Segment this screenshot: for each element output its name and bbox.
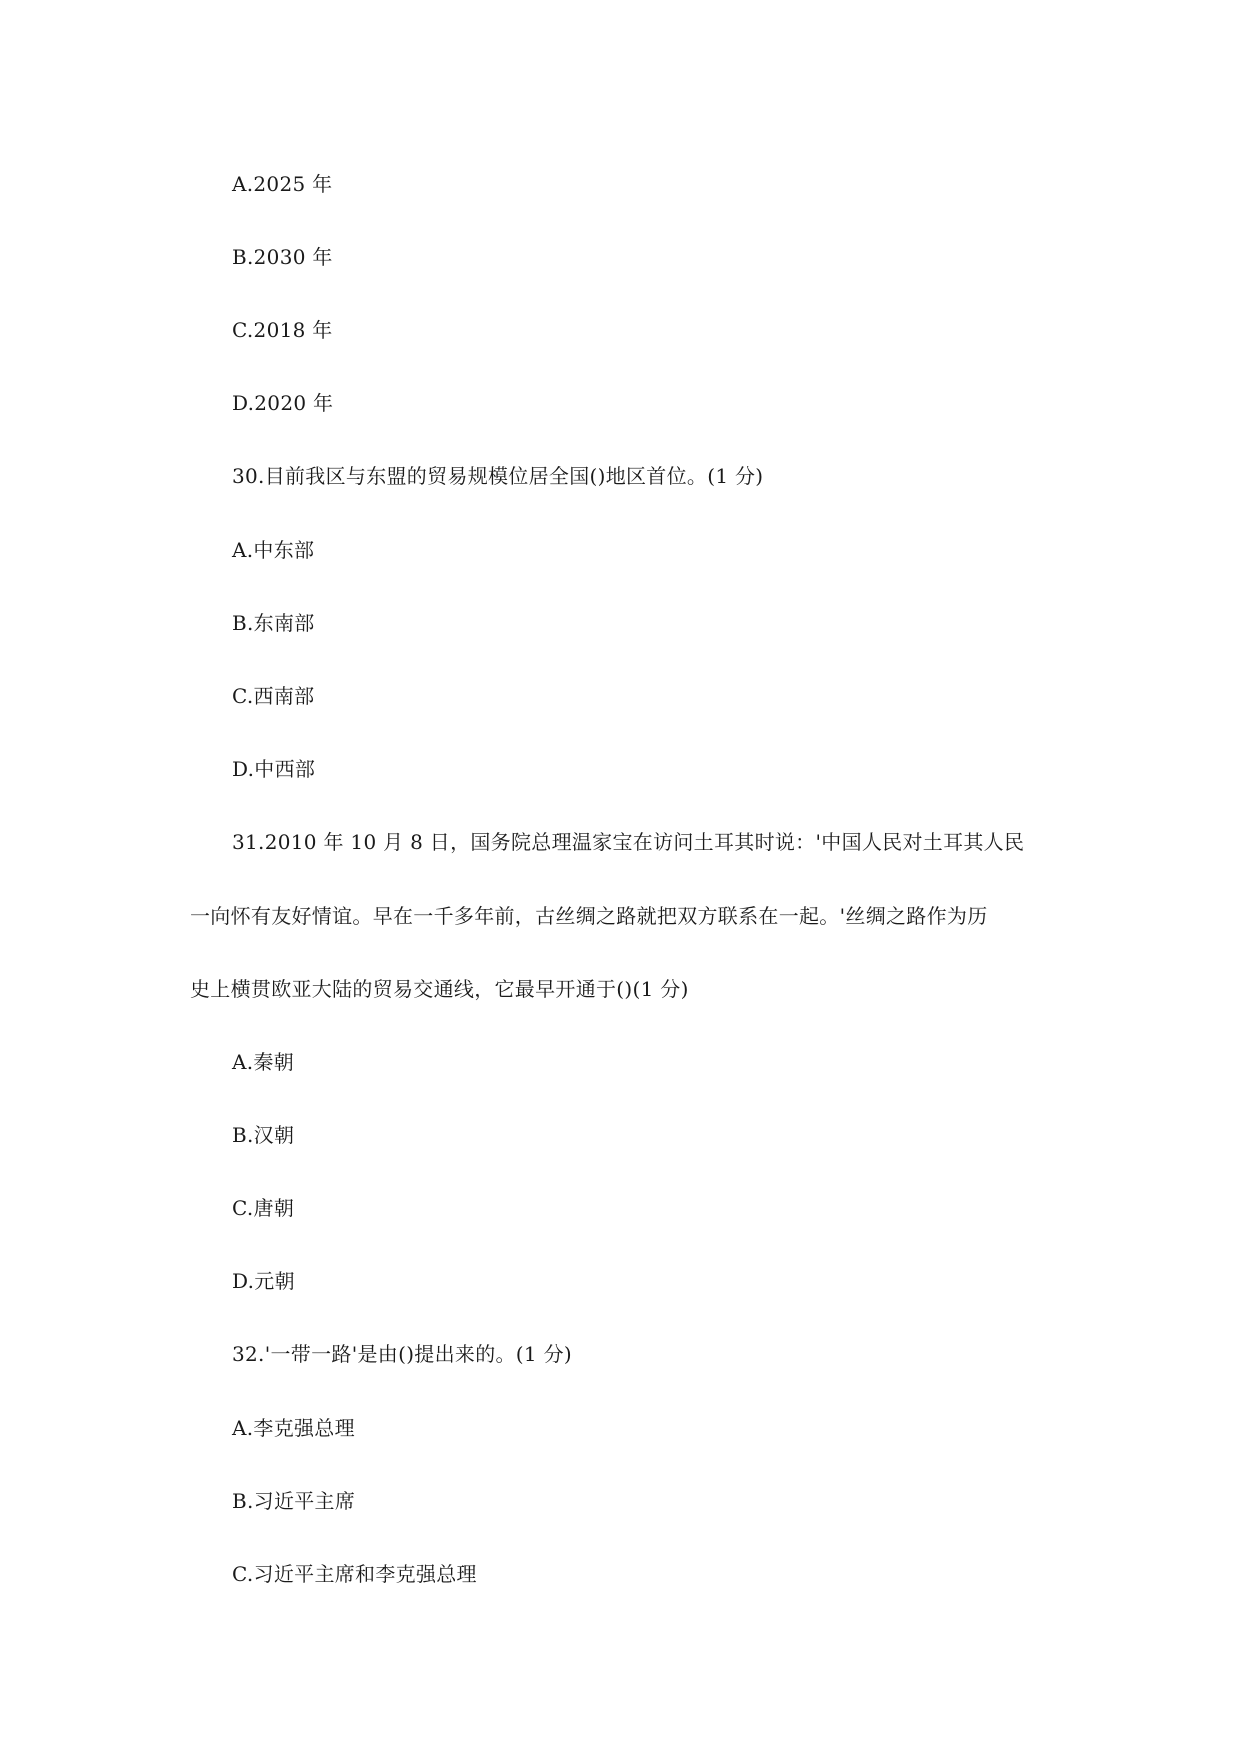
question-32-text: 32.'一带一路'是由()提出来的。(1 分) — [232, 1342, 572, 1366]
option-c: C.习近平主席和李克强总理 — [232, 1562, 477, 1586]
option-b: B.2030 年 — [232, 245, 333, 269]
question-31-text-cont: 史上横贯欧亚大陆的贸易交通线，它最早开通于()(1 分) — [190, 977, 689, 1001]
option-d: D.元朝 — [232, 1269, 295, 1293]
option-a: A.李克强总理 — [232, 1416, 355, 1440]
question-30-text: 30.目前我区与东盟的贸易规模位居全国()地区首位。(1 分) — [232, 464, 764, 488]
option-b: B.习近平主席 — [232, 1489, 356, 1513]
option-d: D.2020 年 — [232, 391, 334, 415]
option-c: C.西南部 — [232, 684, 315, 708]
option-a: A.中东部 — [232, 538, 315, 562]
option-a: A.2025 年 — [232, 172, 333, 196]
option-c: C.唐朝 — [232, 1196, 295, 1220]
option-d: D.中西部 — [232, 757, 316, 781]
question-31-text: 31.2010 年 10 月 8 日，国务院总理温家宝在访问土耳其时说：'中国人民对土耳其人民 — [232, 830, 1025, 854]
option-a: A.秦朝 — [232, 1050, 295, 1074]
option-b: B.汉朝 — [232, 1123, 295, 1147]
option-b: B.东南部 — [232, 611, 315, 635]
question-31-text-cont: 一向怀有友好情谊。早在一千多年前，古丝绸之路就把双方联系在一起。'丝绸之路作为历 — [190, 904, 988, 928]
option-c: C.2018 年 — [232, 318, 333, 342]
